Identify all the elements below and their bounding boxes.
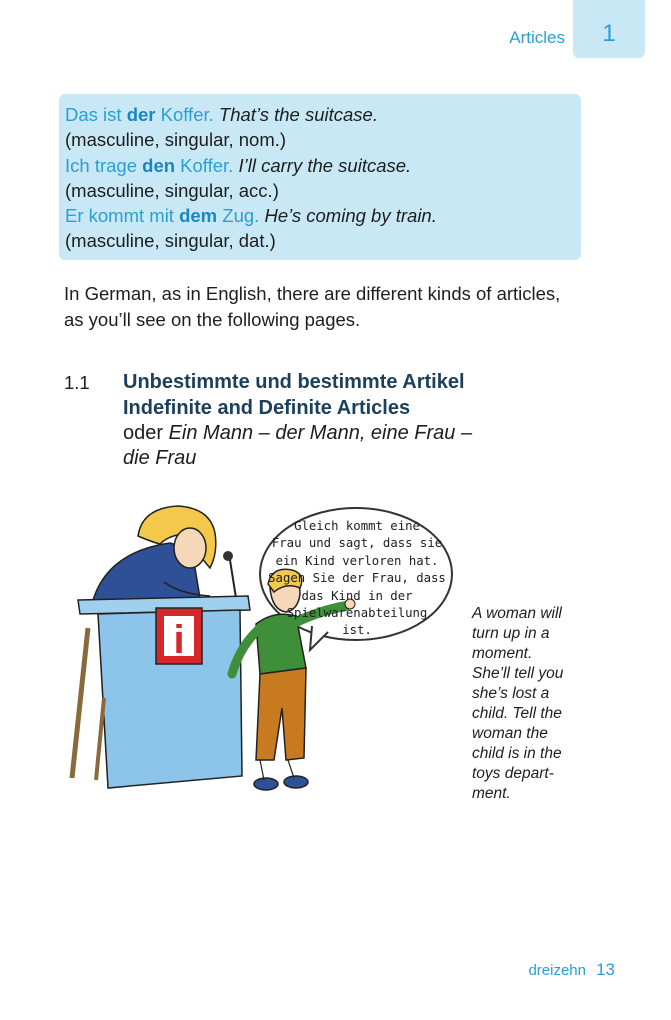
english-translation: That’s the suitcase.: [218, 104, 378, 125]
grammar-note: (masculine, singular, dat.): [65, 230, 276, 252]
section-title-english: Indefinite and Definite Articles: [123, 397, 411, 419]
grammar-note: (masculine, singular, nom.): [65, 129, 287, 151]
article-highlight: dem: [179, 205, 218, 227]
example-line-3: [65, 203, 575, 228]
article-highlight: der: [126, 104, 156, 125]
grammar-note: (masculine, singular, acc.): [65, 179, 279, 201]
section-heading: [123, 369, 543, 471]
illustration-caption: A woman will turn up in a moment. She’ll tell you she’s lost a child. Tell the woman the child is in the toys depart- ment.: [472, 605, 564, 802]
info-sign: [156, 608, 202, 664]
page-number-word: dreizehn: [528, 962, 586, 979]
chapter-tab: [573, 0, 645, 58]
german-sentence: Das ist der Koffer.: [65, 104, 214, 125]
speech-bubble-text: Gleich kommt eine Frau und sagt, dass sie ein Kind verloren hat. Sagen Sie der Frau, dass das Kind in der Spielwarenabteilung ist.: [268, 519, 446, 638]
german-sentence: Er kommt mit dem Zug.: [65, 205, 260, 227]
example-box: [59, 94, 581, 260]
running-header: Articles: [509, 28, 565, 47]
english-translation: He’s coming by train.: [264, 205, 437, 227]
english-translation: I’ll carry the suitcase.: [238, 154, 412, 176]
german-sentence: Ich trage den Koffer.: [65, 154, 234, 176]
microphone-stand: [230, 560, 236, 598]
intro-paragraph: In German, as in English, there are different kinds of articles, as you’ll see on the following pages.: [64, 283, 561, 330]
example-line-2: [65, 153, 575, 178]
section-title-german: Unbestimmte und bestimmte Artikel: [123, 371, 465, 393]
section-subtitle-line-2: die Frau: [123, 447, 197, 469]
example-line-1: [65, 102, 575, 127]
page-number: 13: [596, 960, 615, 979]
article-highlight: den: [142, 154, 176, 176]
info-sign-letter: i: [173, 618, 185, 662]
section-subtitle-line-1: oder Ein Mann – der Mann, eine Frau –: [123, 422, 473, 444]
chapter-number: 1: [602, 20, 616, 47]
section-number: 1.1: [64, 372, 90, 393]
microphone-icon: [223, 551, 233, 561]
